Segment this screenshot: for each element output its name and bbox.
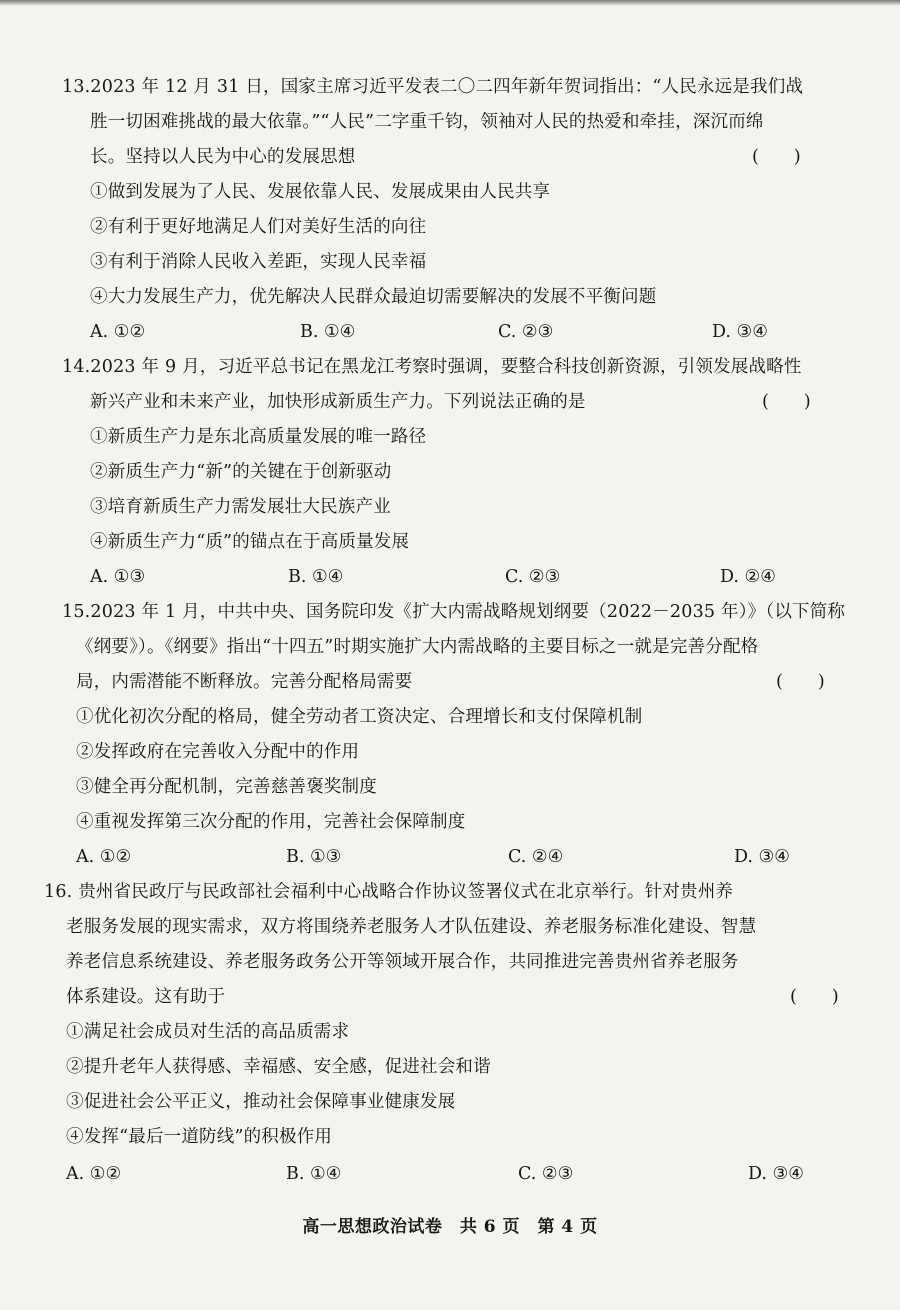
question-16-stem-line-1: 16. 贵州省民政厅与民政部社会福利中心战略合作协议签署仪式在北京举行。针对贵州养	[44, 882, 734, 902]
question-15-option-c: C. ②④	[508, 847, 564, 867]
question-15-statement-2: ②发挥政府在完善收入分配中的作用	[76, 742, 360, 762]
question-14-stem-line-1: 14.2023 年 9 月，习近平总书记在黑龙江考察时强调，要整合科技创新资源，引领发展战略性	[62, 357, 802, 377]
question-16-option-b: B. ①④	[286, 1164, 342, 1184]
question-16-stem-line-4: 体系建设。这有助于	[66, 987, 226, 1007]
question-15-statement-4: ④重视发挥第三次分配的作用，完善社会保障制度	[76, 812, 466, 832]
question-15-statement-1: ①优化初次分配的格局，健全劳动者工资决定、合理增长和支付保障机制	[76, 707, 643, 727]
question-16-answer-bracket: ( )	[790, 987, 839, 1007]
question-13-stem-line-3: 长。坚持以人民为中心的发展思想	[90, 147, 356, 167]
question-15-stem-line-3: 局，内需潜能不断释放。完善分配格局需要	[76, 672, 413, 692]
question-15-option-b: B. ①③	[286, 847, 342, 867]
question-16-stem-line-3: 养老信息系统建设、养老服务政务公开等领域开展合作，共同推进完善贵州省养老服务	[66, 952, 739, 972]
question-13-answer-bracket: ( )	[752, 147, 801, 167]
question-14-option-c: C. ②③	[505, 567, 561, 587]
page-footer: 高一思想政治试卷 共 6 页 第 4 页	[302, 1217, 598, 1237]
question-13-stem-line-2: 胜一切困难挑战的最大依靠。”“人民”二字重千钧，领袖对人民的热爱和牵挂，深沉而绵	[90, 112, 764, 132]
question-16-option-a: A. ①②	[66, 1164, 122, 1184]
question-13-option-c: C. ②③	[498, 322, 554, 342]
question-13-option-d: D. ③④	[712, 322, 768, 342]
question-16-stem-line-2: 老服务发展的现实需求，双方将围绕养老服务人才队伍建设、养老服务标准化建设、智慧	[66, 917, 757, 937]
question-14-statement-1: ①新质生产力是东北高质量发展的唯一路径	[90, 427, 427, 447]
question-13-option-b: B. ①④	[300, 322, 356, 342]
question-13-stem-line-1: 13.2023 年 12 月 31 日，国家主席习近平发表二〇二四年新年贺词指出：“人民永远是我们战	[62, 77, 804, 97]
question-14-stem-line-2: 新兴产业和未来产业，加快形成新质生产力。下列说法正确的是	[90, 392, 586, 412]
question-16-statement-3: ③促进社会公平正义，推动社会保障事业健康发展	[66, 1092, 456, 1112]
question-15-stem-line-1: 15.2023 年 1 月，中共中央、国务院印发《扩大内需战略规划纲要（2022－2035 年）》（以下简称	[62, 602, 846, 622]
question-16-statement-1: ①满足社会成员对生活的高品质需求	[66, 1022, 350, 1042]
question-13-statement-1: ①做到发展为了人民、发展依靠人民、发展成果由人民共享	[90, 182, 551, 202]
question-14-statement-2: ②新质生产力“新”的关键在于创新驱动	[90, 462, 392, 482]
question-14-statement-4: ④新质生产力“质”的锚点在于高质量发展	[90, 532, 410, 552]
question-16-statement-4: ④发挥“最后一道防线”的积极作用	[66, 1127, 333, 1147]
question-15-statement-3: ③健全再分配机制，完善慈善褒奖制度	[76, 777, 377, 797]
question-15-option-a: A. ①②	[76, 847, 132, 867]
question-15-stem-line-2: 《纲要》）。《纲要》指出“十四五”时期实施扩大内需战略的主要目标之一就是完善分配格	[76, 637, 759, 657]
question-16-option-d: D. ③④	[748, 1164, 804, 1184]
question-15-answer-bracket: ( )	[776, 672, 825, 692]
question-13-statement-2: ②有利于更好地满足人们对美好生活的向往	[90, 217, 427, 237]
question-16-statement-2: ②提升老年人获得感、幸福感、安全感，促进社会和谐	[66, 1057, 491, 1077]
question-14-option-a: A. ①③	[90, 567, 146, 587]
question-14-option-d: D. ②④	[720, 567, 776, 587]
question-16-option-c: C. ②③	[518, 1164, 574, 1184]
question-15-option-d: D. ③④	[734, 847, 790, 867]
question-14-answer-bracket: ( )	[762, 392, 811, 412]
question-13-statement-3: ③有利于消除人民收入差距，实现人民幸福	[90, 252, 427, 272]
question-13-statement-4: ④大力发展生产力，优先解决人民群众最迫切需要解决的发展不平衡问题	[90, 287, 657, 307]
question-14-statement-3: ③培育新质生产力需发展壮大民族产业	[90, 497, 391, 517]
question-14-option-b: B. ①④	[288, 567, 344, 587]
question-13-option-a: A. ①②	[90, 322, 146, 342]
